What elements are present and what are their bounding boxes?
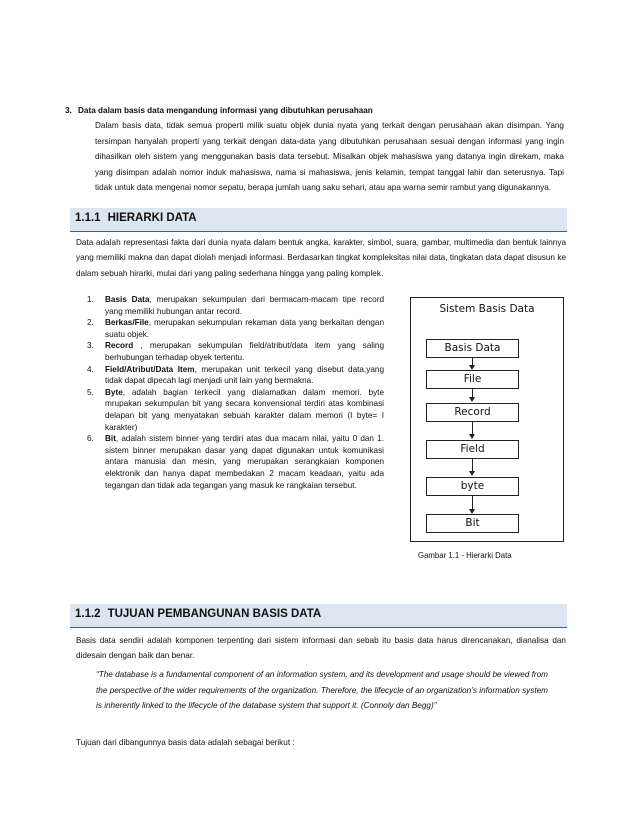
- hierarki-intro-paragraph: Data adalah representasi fakta dari dunia nyata dalam bentuk angka, karakter, simbol, suara, gambar, multimedia dan bentuk lainnya yang memiliki makna dan dapat diolah menjadi informasi. Berdasarkan tingkat kompleksitas nilai data, tingkatan data dapat disusun ke dalam sebuah hirarki, mulai dari yang paling sederhana hingga yang paling komplek.: [76, 238, 566, 278]
- arrow-head: [469, 434, 475, 439]
- item-body: Dalam basis data, tidak semua properti milik suatu objek dunia nyata yang terkait dengan perusahaan akan disimpan. Yang tersimpan hanyalah properti yang terkait dengan data-data yang dibutuhkan perusahaan sesuai dengan informasi yang ingin dihasilkan oleh sistem yang menggunakan basis data tersebut. Misalkan objek mahasiswa yang datanya ingin direkam, maka yang disimpan adalah nomor induk mahasiswa, nama si mahasiswa, jenis kelamin, tempat tanggal lahir dan seterusnya. Tapi tidak untuk data mengenai nomor sepatu, berapa jumlah uang saku sehari, atau apa warna semir rambut yang digunakannya.: [95, 121, 564, 193]
- list-item-3: [65, 103, 564, 195]
- diagram-box-record: Record: [426, 403, 519, 422]
- item-number: 3.: [65, 106, 72, 115]
- list-item: 3. Record , merupakan sekumpulan field/atribut/data item yang saling berhubungan terhadap obyek tertentu.: [87, 341, 384, 362]
- block-quote: “The database is a fundamental component of an information system, and its development and usage should be viewed from the perspective of the wider requirements of the organization. Therefore, the lifecycle of an organization’s information system is inherently linked to the lifecycle of the database system that support it. (Connoly dan Begg)”: [96, 670, 548, 711]
- list-item: 5. Byte, adalah bagian terkecil yang dialamatkan dalam memori. byte mrupakan sekumpulan bit yang secara konvensional terdiri atas kombinasi delapan bit yang menyatakan sebuah karakter dalam memori (I byte= I karakter): [87, 387, 384, 432]
- list-item: 1. Basis Data, merupakan sekumpulan dari bermacam-macam tipe record yang memiliki hubungan antar record.: [87, 295, 384, 316]
- section-title: HIERARKI DATA: [107, 212, 197, 224]
- tujuan-intro-paragraph: Basis data sendiri adalah komponen terpenting dari sistem informasi dan sebab itu basis data harus direncanakan, dianalisa dan didesain dengan baik dan benar.: [76, 636, 566, 661]
- diagram-box-byte: byte: [426, 477, 519, 496]
- item-heading: Data dalam basis data mengandung informasi yang dibutuhkan perusahaan: [78, 106, 373, 115]
- section-heading-hierarki: [70, 208, 567, 232]
- diagram-outer-label: Sistem Basis Data: [439, 303, 535, 315]
- hierarki-list: [84, 294, 384, 491]
- section-title: TUJUAN PEMBANGUNAN BASIS DATA: [107, 608, 322, 620]
- list-item: 4. Field/Atribut/Data Item, merupakan unit terkecil yang disebut data,yang tidak dapat dipecah lagi menjadi unit lain yang bermakna.: [87, 364, 385, 386]
- section-heading-tujuan: [70, 604, 567, 628]
- diagram-box-bit: Bit: [426, 514, 519, 533]
- list-item: 2. Berkas/File, merupakan sekumpulan rekaman data yang berkaitan dengan suatu objek.: [87, 318, 384, 339]
- figure-caption: Gambar 1.1 - Hierarki Data: [418, 551, 512, 560]
- diagram-box-file: File: [426, 370, 519, 389]
- section-number: 1.1.2: [75, 608, 101, 620]
- diagram-box-basis-data: Basis Data: [426, 339, 519, 358]
- arrow-head: [469, 397, 475, 402]
- section-number: 1.1.1: [75, 212, 101, 224]
- hierarchy-diagram: [410, 297, 565, 542]
- diagram-box-field: Field: [426, 440, 519, 459]
- list-item: 6. Bit, adalah sistem binner yang terdiri atas dua macam nilai, yaitu 0 dan 1. sistem binner merupakan dasar yang dapat digunakan untuk komunikasi antara manusia dan mesin, yang merupakan serangkaian komponen elektronik dan hanya dapat membedakan 2 macam keadaan, yaitu ada tegangan dan tidak ada tegangan yang masuk ke rangkaian tersebut.: [87, 434, 384, 490]
- arrow-head: [469, 471, 475, 476]
- tujuan-outro-paragraph: Tujuan dari dibangunnya basis data adalah sebagai berikut :: [76, 738, 295, 747]
